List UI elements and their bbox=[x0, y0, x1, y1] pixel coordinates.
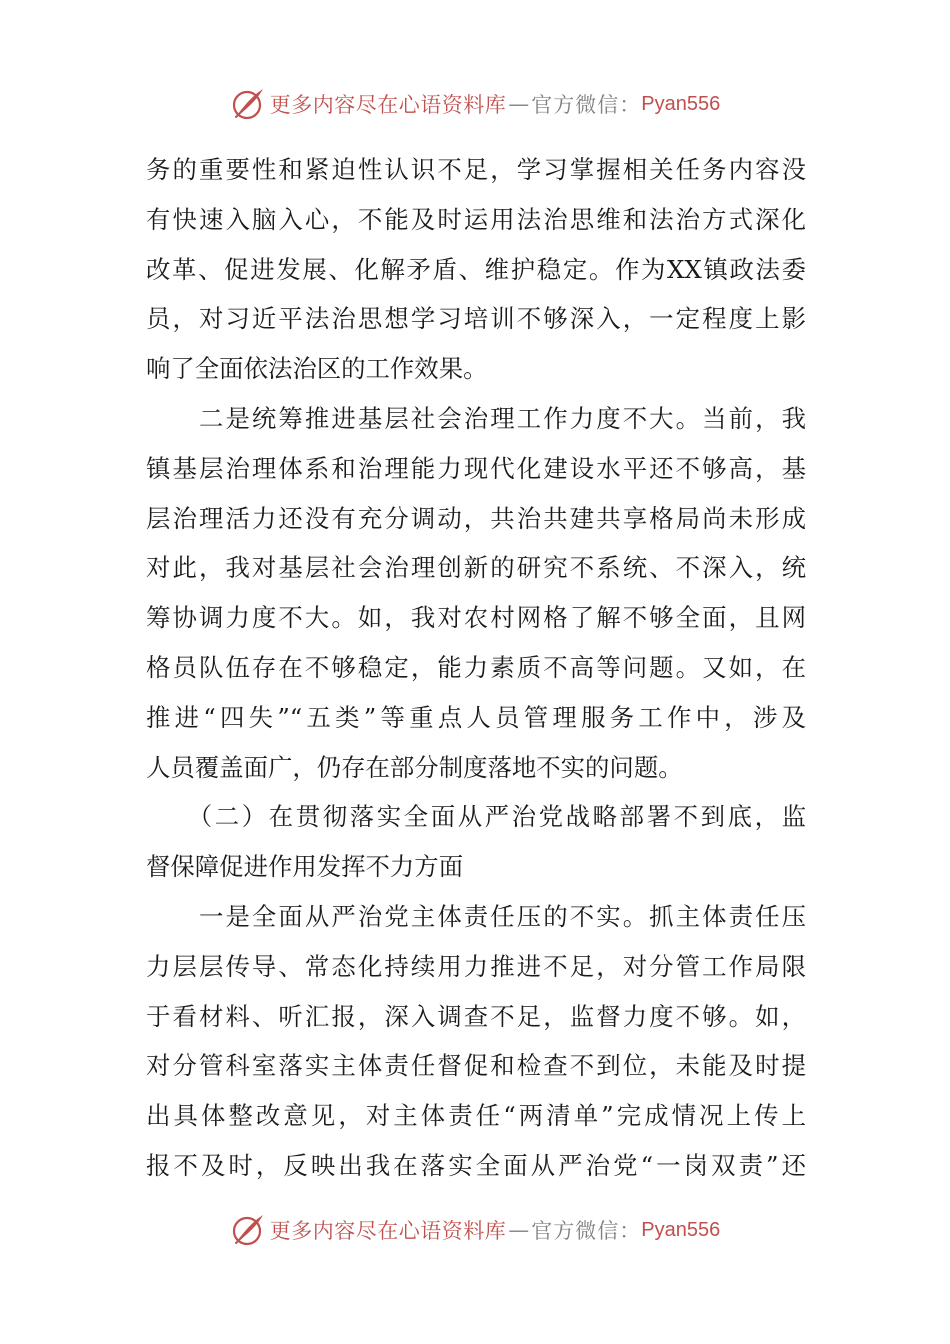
text-line: 有快速入脑入心，不能及时运用法治思维和法治方式深化 bbox=[146, 204, 806, 234]
watermark-text: 更多内容尽在心语资料库 bbox=[269, 1219, 507, 1243]
watermark-dash: — bbox=[508, 92, 530, 116]
text-line: 改革、促进发展、化解矛盾、维护稳定。作为XX镇政法委 bbox=[146, 254, 806, 284]
watermark-label: 官方微信： bbox=[531, 93, 642, 117]
watermark-label: 官方微信： bbox=[531, 1219, 642, 1243]
watermark-text: 更多内容尽在心语资料库 bbox=[269, 93, 507, 117]
text-line: 层治理活力还没有充分调动，共治共建共享格局尚未形成 bbox=[146, 503, 806, 533]
text-line: 督保障促进作用发挥不力方面 bbox=[146, 852, 464, 882]
text-line: 出具体整改意见，对主体责任“两清单”完成情况上传上 bbox=[146, 1101, 806, 1131]
text-line: 员，对习近平法治思想学习培训不够深入，一定程度上影 bbox=[146, 304, 806, 334]
text-line: 对此，我对基层社会治理创新的研究不系统、不深入，统 bbox=[146, 553, 806, 583]
text-line: 人员覆盖面广，仍存在部分制度落地不实的问题。 bbox=[146, 752, 683, 782]
text-line: （二）在贯彻落实全面从严治党战略部署不到底，监 bbox=[146, 802, 806, 832]
watermark-dash: — bbox=[508, 1218, 530, 1242]
text-line: 镇基层治理体系和治理能力现代化建设水平还不够高，基 bbox=[146, 453, 806, 483]
quill-pen-logo-icon bbox=[230, 1212, 266, 1248]
watermark-wechat-id: Pyan556 bbox=[641, 1218, 721, 1241]
text-line: 务的重要性和紧迫性认识不足，学习掌握相关任务内容没 bbox=[146, 155, 806, 184]
text-line: 报不及时，反映出我在落实全面从严治党“一岗双责”还 bbox=[146, 1150, 806, 1180]
text-line: 对分管科室落实主体责任督促和检查不到位，未能及时提 bbox=[146, 1051, 806, 1081]
text-line: 筹协调力度不大。如，我对农村网格了解不够全面，且网 bbox=[146, 603, 806, 633]
watermark-wechat-id: Pyan556 bbox=[641, 92, 721, 115]
text-line: 于看材料、听汇报，深入调查不足，监督力度不够。如， bbox=[146, 1001, 806, 1031]
text-line: 推进“四失”“五类”等重点人员管理服务工作中，涉及 bbox=[146, 702, 806, 732]
document-body bbox=[146, 145, 806, 1191]
text-line: 力层层传导、常态化持续用力推进不足，对分管工作局限 bbox=[146, 951, 806, 981]
text-line: 一是全面从严治党主体责任压的不实。抓主体责任压 bbox=[146, 901, 806, 931]
quill-pen-logo-icon bbox=[230, 86, 266, 122]
text-line: 格员队伍存在不够稳定，能力素质不高等问题。又如，在 bbox=[146, 652, 806, 682]
text-line: 二是统筹推进基层社会治理工作力度不大。当前，我 bbox=[146, 403, 806, 433]
text-line: 响了全面依法治区的工作效果。 bbox=[146, 354, 488, 384]
watermark-banner-bottom bbox=[0, 1210, 950, 1250]
watermark-banner-top bbox=[0, 84, 950, 124]
